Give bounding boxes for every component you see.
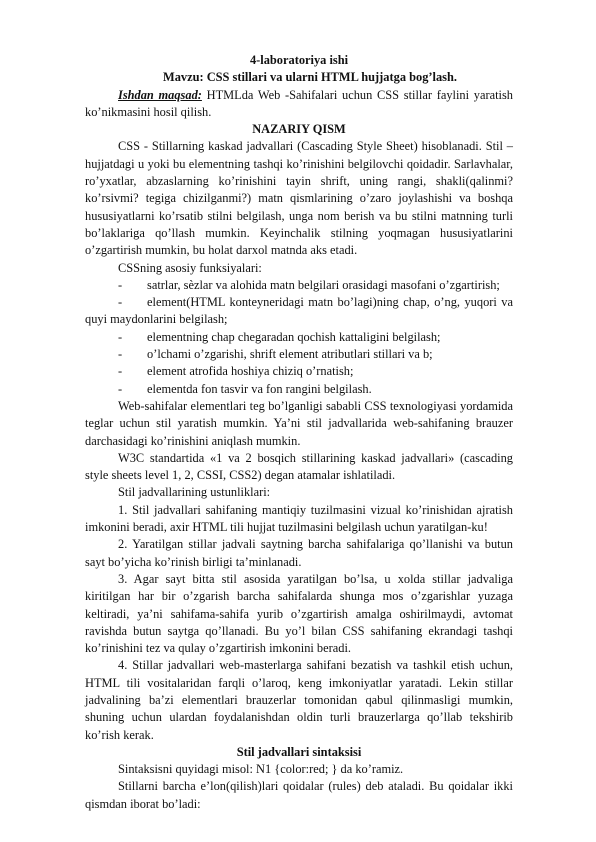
intro-paragraph: CSS - Stillarning kaskad jadvallari (Cascading Style Sheet) hisoblanadi. Stil – hujjatdagi u yoki bu elementning tashqi ko’rinishini belgilovchi qoidadir. Sarlavhalar, ro’yxatlar, abzaslarning ko’rinishini tayin shrift, uning rangi, shakli(qalinmi? ko’rsivmi? tegiga chizilganmi?) matn qismlarining o’zaro joylashishi va boshqa hususiyatlarni ko’rsatib stilni belgilash, unga nom berish va bu stilni matnning turli bo’laklariga qo’llash mumkin. Keyinchalik stilning yoqmagan hususiyatlarini o’zgartirish mumkin, bu holat darxol matnda aks etadi. (85, 139, 513, 258)
theory-heading: NAZARIY QISM (252, 122, 346, 137)
list-item: - elementda fon tasvir va fon rangini belgilash. (85, 381, 513, 398)
advantage-item: 4. Stillar jadvallari web-masterlarga sahifani bezatish va tashkil etish uchun, HTML tili vositalaridan farqli o’laroq, keng imkoniyatlar yaratadi. Lekin stillar jadvalining ba’zi elementlari brauzerlar tomonidan qabul qilinmasligi mumkin, shuning uchun ulardan foydalanishdan oldin turli brauzerlarga qo’llab tekshirib ko’rish kerak. (85, 658, 513, 742)
advantage-item: 1. Stil jadvallari sahifaning mantiqiy tuzilmasini vizual ko’rinishidan ajratish imkonini beradi, axir HTML tili hujjat tuzilmasini belgilash uchun yaratilgan-ku! (85, 502, 513, 535)
list-item: - element atrofida hoshiya chiziq o’rnatish; (85, 363, 513, 380)
goal-paragraph (85, 87, 513, 122)
advantages-heading: Stil jadvallarining ustunliklari: (118, 485, 271, 500)
goal-text: HTMLda Web -Sahifalari uchun CSS stillar faylini yaratish ko’nikmasini hosil qilish. (85, 87, 513, 119)
list-item: - elementning chap chegaradan qochish kattaligini belgilash; (85, 329, 513, 346)
dash-marker: - (118, 329, 123, 344)
functions-list (85, 277, 513, 398)
rules-paragraph: Stillarni barcha e’lon(qilish)lari qoidalar (rules) deb ataladi. Bu qoidalar ikki qismdan iborat bo’ladi: (85, 779, 513, 811)
w3c-paragraph: W3C standartida «1 va 2 bosqich stillarining kaskad jadvallari» (cascading style sheets level 1, 2, CSSI, CSS2) degan atamalar ishlatiladi. (85, 450, 513, 483)
dash-marker: - (118, 381, 123, 396)
goal-label: Ishdan maqsad: (118, 87, 202, 102)
dash-marker: - (118, 277, 123, 292)
web-paragraph: Web-sahifalar elementlari teg bo’lganligi sababli CSS texnologiyasi yordamida teglar uchun stil yaratish mumkin. Ya’ni stil jadvallarida web-sahifaning brauzer darchasidagi ko’rinishini aniqlash mumkin. (85, 398, 513, 448)
dash-marker: - (118, 347, 123, 362)
topic-heading: Mavzu: CSS stillari va ularni HTML hujjatga bog’lash. (163, 70, 457, 85)
list-item: - o’lchami o’zgarishi, shrift element atributlari stillari va b; (85, 346, 513, 363)
advantage-item: 2. Yaratilgan stillar jadvali saytning barcha sahifalariga qo’llanishi va butun sayt bo’yicha ko’rinish birligi ta’minlanadi. (85, 537, 513, 569)
list-item: - satrlar, sѐzlar va alohida matn belgilari orasidagi masofani o’zgartirish; (85, 277, 513, 294)
syntax-heading: Stil jadvallari sintaksisi (236, 744, 362, 759)
dash-marker: - (118, 364, 123, 379)
lab-title: 4-laboratoriya ishi (249, 53, 349, 67)
dash-marker: - (118, 295, 123, 310)
functions-heading: CSSning asosiy funksiyalari: (118, 260, 262, 275)
list-item: - element(HTML konteyneridagi matn bo’lagi)ning chap, o’ng, yuqori va quyi maydonlarini belgilash; (85, 295, 513, 327)
document-page (85, 52, 513, 813)
advantage-item: 3. Agar sayt bitta stil asosida yaratilgan bo’lsa, u xolda stillar jadvaliga kiritilgan har bir o’zgarish barcha sahifalarda shunga mos o’zgarishlar yuzaga keltiradi, ya’ni sahifama-sahifa yurib o’zgartirish amalga oshirilmaydi, avtomat ravishda butun saytga qo’llanadi. Bu yo’l bilan CSS sahifaning ekrandagi tashqi ko’rinishini tez va qulay o’zgartirish imkonini beradi. (85, 571, 513, 656)
syntax-example: Sintaksisni quyidagi misol: N1 {color:red; } da ko’ramiz. (118, 762, 404, 777)
